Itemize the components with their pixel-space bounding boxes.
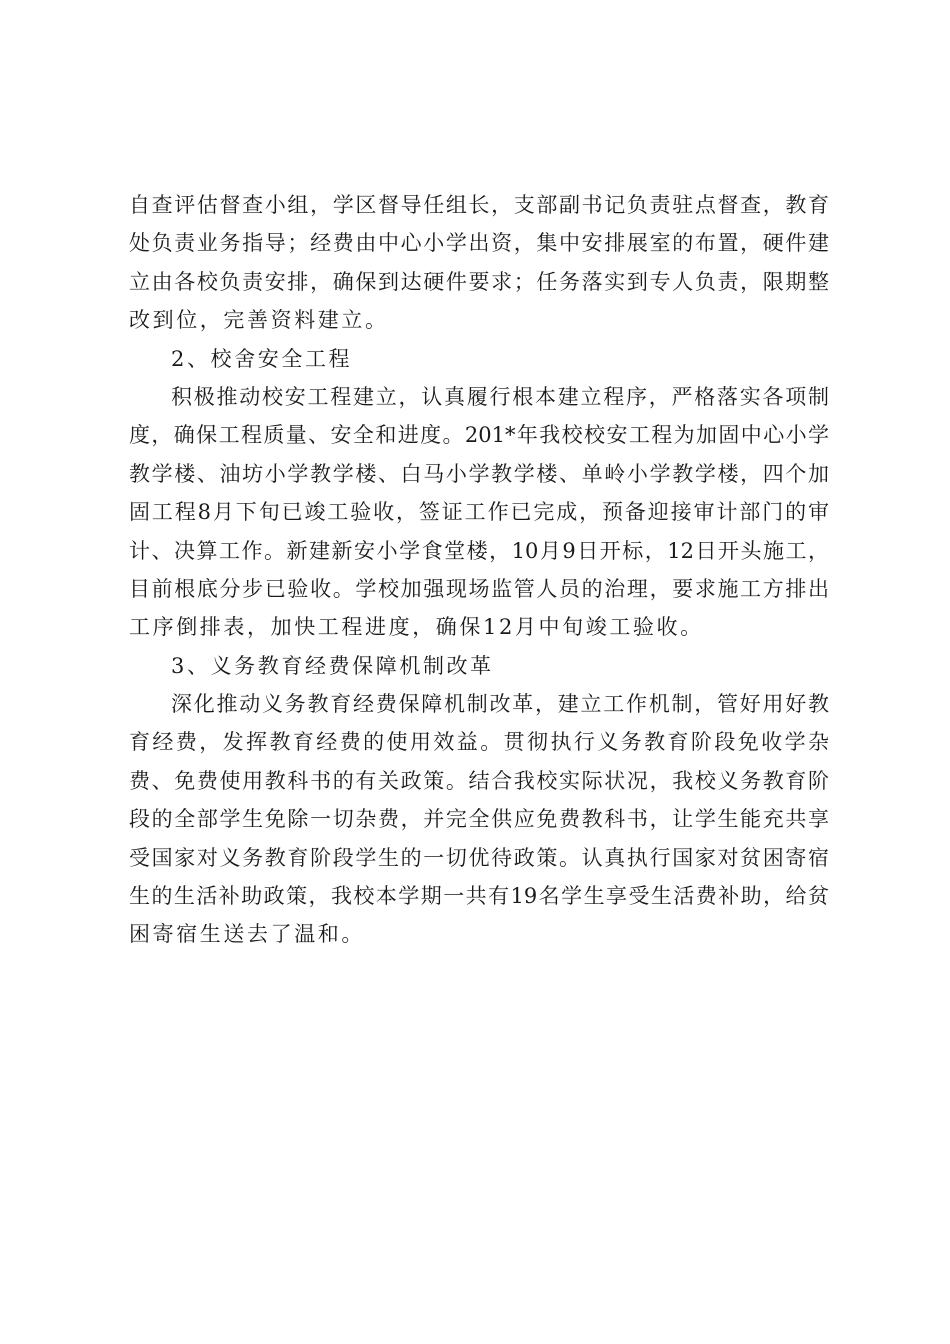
text-line: 生的生活补助政策，我校本学期一共有19名学生享受生活费补助，给贫 <box>129 884 829 909</box>
text-line: 积极推动校安工程建立，认真履行根本建立程序，严格落实各项制 <box>171 384 829 409</box>
text-line: 度，确保工程质量、安全和进度。201*年我校校安工程为加固中心小学 <box>129 423 829 448</box>
text-line: 深化推动义务教育经费保障机制改革，建立工作机制，管好用好教 <box>171 692 829 717</box>
text-line: 受国家对义务教育阶段学生的一切优待政策。认真执行国家对贫困寄宿 <box>129 845 829 870</box>
text-line: 固工程8月下旬已竣工验收，签证工作已完成，预备迎接审计部门的审 <box>129 500 829 525</box>
text-line: 育经费，发挥教育经费的使用效益。贯彻执行义务教育阶段免收学杂 <box>129 730 829 755</box>
text-line: 教学楼、油坊小学教学楼、白马小学教学楼、单岭小学教学楼，四个加 <box>129 461 829 486</box>
text-line: 目前根底分步已验收。学校加强现场监管人员的治理，要求施工方排出 <box>129 576 829 601</box>
paragraph-supervision <box>129 186 829 340</box>
text-line: 改到位，完善资料建立。 <box>129 308 389 333</box>
text-line: 工序倒排表，加快工程进度，确保12月中旬竣工验收。 <box>129 615 704 640</box>
section-heading-funding-reform: 3、义务教育经费保障机制改革 <box>171 653 494 678</box>
text-line: 计、决算工作。新建新安小学食堂楼，10月9日开标，12日开头施工， <box>129 538 829 563</box>
section-heading-school-safety: 2、校舍安全工程 <box>171 346 353 371</box>
document-body <box>129 186 829 954</box>
paragraph-funding-reform <box>129 685 829 954</box>
text-line: 段的全部学生免除一切杂费，并完全供应免费教科书，让学生能充共享 <box>129 807 829 832</box>
text-line: 处负责业务指导；经费由中心小学出资，集中安排展室的布置，硬件建 <box>129 231 829 256</box>
text-line: 自查评估督查小组，学区督导任组长，支部副书记负责驻点督查，教育 <box>129 193 829 217</box>
text-line: 费、免费使用教科书的有关政策。结合我校实际状况，我校义务教育阶 <box>129 768 829 793</box>
paragraph-school-safety <box>129 378 829 647</box>
text-line: 立由各校负责安排，确保到达硬件要求；任务落实到专人负责，限期整 <box>129 269 829 294</box>
text-line: 困寄宿生送去了温和。 <box>129 922 365 947</box>
